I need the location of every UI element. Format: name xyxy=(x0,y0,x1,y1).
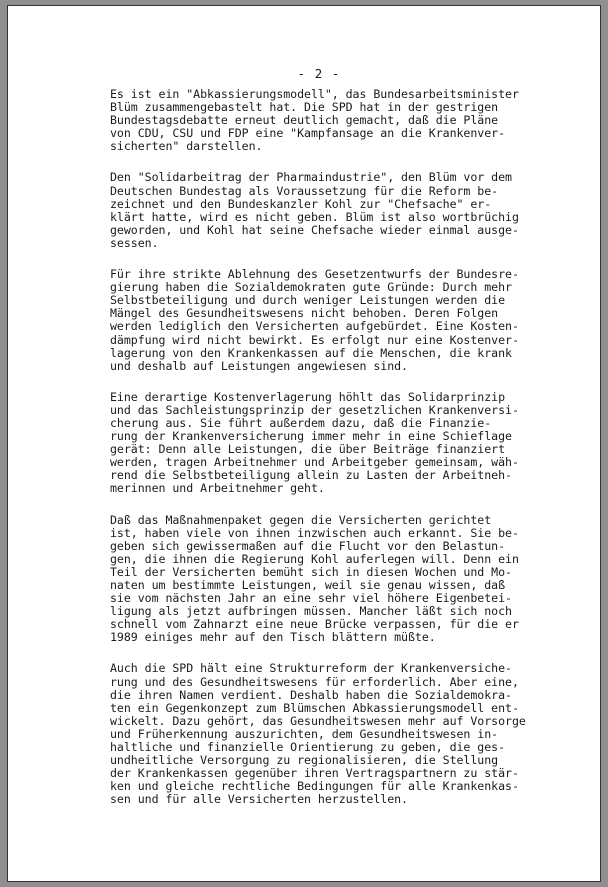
text-line: Daß das Maßnahmenpaket gegen die Versicherten gerichtet xyxy=(110,512,492,527)
text-line: werden, tragen Arbeitnehmer und Arbeitgeber gemeinsam, wäh- xyxy=(110,455,519,470)
text-line: Eine derartige Kostenverlagerung höhlt das Solidarprinzip xyxy=(110,389,506,404)
text-line: Es ist ein "Abkassierungsmodell", das Bundesarbeitsminister xyxy=(110,87,519,101)
text-line: rung und des Gesundheitswesens für erforderlich. Aber eine, xyxy=(110,674,519,689)
text-line: ligung als jetzt aufbringen müssen. Mancher läßt sich noch xyxy=(110,604,512,619)
text-line: von CDU, CSU und FDP eine "Kampfansage an die Krankenver- xyxy=(110,126,506,141)
text-line: merinnen und Arbeitnehmer geht. xyxy=(110,481,325,496)
text-line: ist, haben viele von ihnen inzwischen auch erkannt. Sie be- xyxy=(110,525,519,540)
page-number: - 2 - xyxy=(297,66,341,81)
text-line: Bundestagsdebatte erneut deutlich gemacht, daß die Pläne xyxy=(110,113,499,128)
text-line: Selbstbeteiligung und durch weniger Leistungen werden die xyxy=(110,293,506,308)
text-line: sen und für alle Versicherten herzustellen. xyxy=(110,792,408,807)
text-line: rend die Selbstbeteiligung allein zu Lasten der Arbeitneh- xyxy=(110,468,512,483)
text-line: 1989 einiges mehr auf den Tisch blättern müßte. xyxy=(110,630,436,645)
text-line: naten um bestimmte Leistungen, weil sie genau wissen, daß xyxy=(110,578,506,592)
document-page xyxy=(8,6,600,881)
text-line: sessen. xyxy=(110,235,159,250)
text-line: Blüm zusammengebastelt hat. Die SPD hat in der gestrigen xyxy=(110,100,499,115)
text-line: der Krankenkassen gegenüber ihren Vertragspartnern zu stär- xyxy=(110,766,519,781)
text-line: ten ein Gegenkonzept zum Blümschen Abkassierungsmodell ent- xyxy=(110,700,519,715)
text-line: geworden, und Kohl hat seine Chefsache wieder einmal ausge- xyxy=(110,222,519,237)
text-line: lagerung von den Krankenkassen auf die Menschen, die krank xyxy=(110,345,512,360)
text-line: wickelt. Dazu gehört, das Gesundheitswesen mehr auf Vorsorge xyxy=(110,713,526,728)
paragraph xyxy=(110,514,580,645)
text-line: Deutschen Bundestag als Voraussetzung für die Reform be- xyxy=(110,183,499,198)
text-line: ken und gleiche rechtliche Bedingungen für alle Krankenkas- xyxy=(110,779,519,794)
text-line: Teil der Versicherten bemüht sich in diesen Wochen und Mo- xyxy=(110,564,512,579)
document-body xyxy=(110,88,580,825)
paragraph xyxy=(110,171,580,250)
text-line: Für ihre strikte Ablehnung des Gesetzentwurfs der Bundesre- xyxy=(110,267,519,282)
text-line: Mängel des Gesundheitswesens nicht behoben. Deren Folgen xyxy=(110,306,499,321)
text-line: gerät: Denn alle Leistungen, die über Beiträge finanziert xyxy=(110,442,506,457)
text-line: und deshalb auf Leistungen angewiesen sind. xyxy=(110,358,408,373)
text-line: sie vom nächsten Jahr an eine sehr viel höhere Eigenbetei- xyxy=(110,591,512,606)
text-line: die ihren Namen verdient. Deshalb haben die Sozialdemokra- xyxy=(110,687,512,702)
text-line: gen, die ihnen die Regierung Kohl auferlegen will. Denn ein xyxy=(110,551,519,566)
paragraph xyxy=(110,88,580,153)
text-line: Auch die SPD hält eine Strukturreform der Krankenversiche- xyxy=(110,661,512,676)
text-line: Den "Solidarbeitrag der Pharmaindustrie", den Blüm vor dem xyxy=(110,170,512,185)
text-line: und das Sachleistungsprinzip der gesetzlichen Krankenversi- xyxy=(110,402,519,417)
text-line: haltliche und finanzielle Orientierung zu geben, die ges- xyxy=(110,740,506,755)
paragraph xyxy=(110,662,580,806)
text-line: gierung haben die Sozialdemokraten gute Gründe: Durch mehr xyxy=(110,280,512,295)
text-line: schnell vom Zahnarzt eine neue Brücke verpassen, für die er xyxy=(110,617,519,632)
text-line: rung der Krankenversicherung immer mehr in eine Schieflage xyxy=(110,429,512,444)
paragraph xyxy=(110,268,580,373)
text-line: geben sich gewissermaßen auf die Flucht vor den Belastun- xyxy=(110,538,506,553)
text-line: und Früherkennung auszurichten, dem Gesundheitswesen in- xyxy=(110,726,499,741)
text-line: cherung aus. Sie führt außerdem dazu, daß die Finanzie- xyxy=(110,415,492,430)
text-line: sicherten" darstellen. xyxy=(110,139,263,154)
paragraph xyxy=(110,391,580,496)
text-line: undheitliche Versorgung zu regionalisieren, die Stellung xyxy=(110,753,499,768)
text-line: werden lediglich den Versicherten aufgebürdet. Eine Kosten- xyxy=(110,319,519,334)
text-line: klärt hatte, wird es nicht geben. Blüm ist also wortbrüchig xyxy=(110,209,519,224)
text-line: zeichnet und den Bundeskanzler Kohl zur "Chefsache" er- xyxy=(110,196,492,211)
text-line: dämpfung wird nicht bewirkt. Es erfolgt nur eine Kostenver- xyxy=(110,332,519,347)
